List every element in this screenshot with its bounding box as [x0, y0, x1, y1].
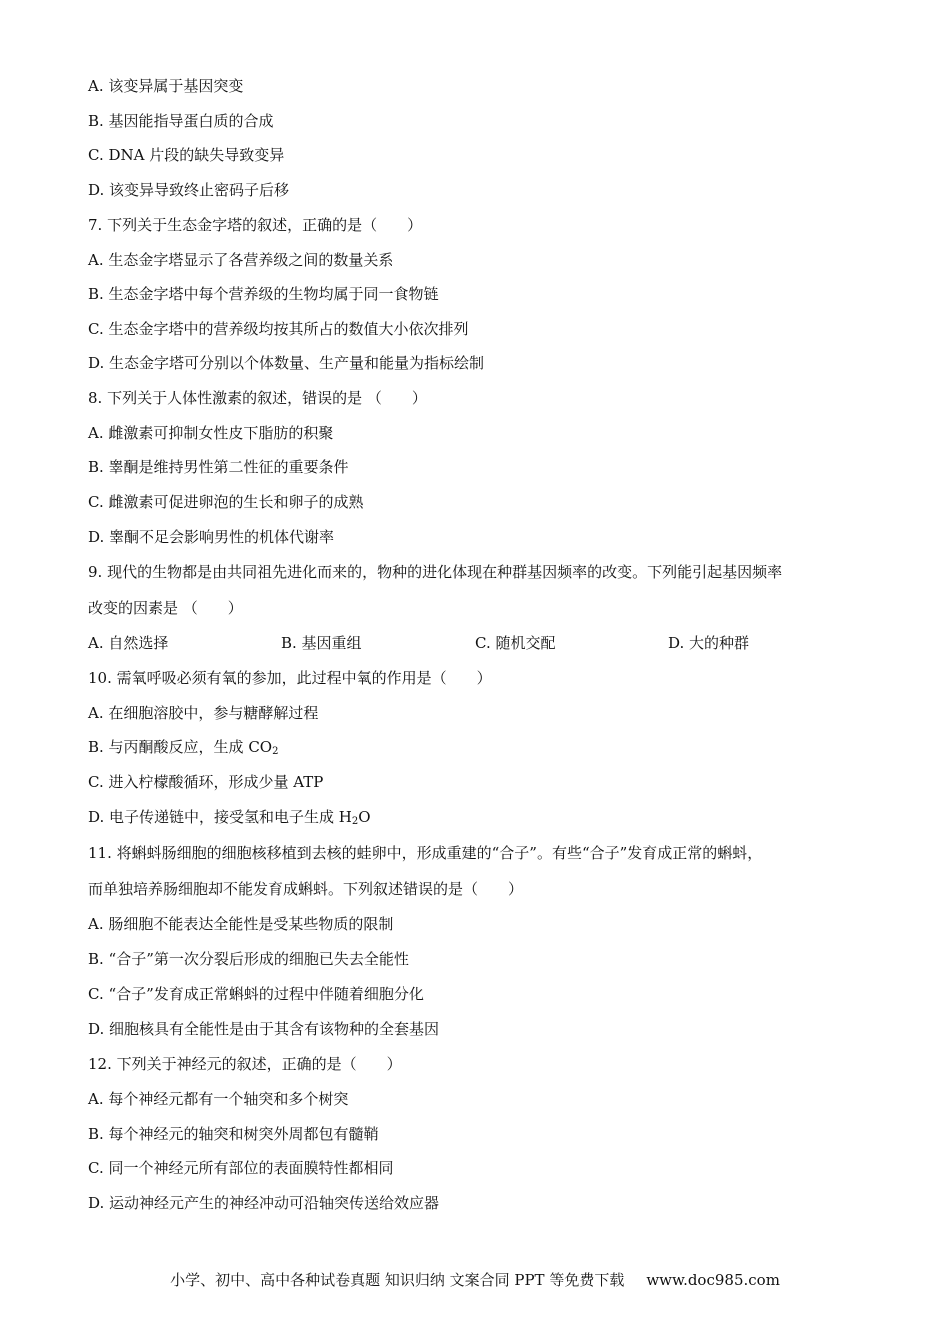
q11-option-b: B. “合子”第一次分裂后形成的细胞已失去全能性	[88, 950, 409, 968]
q8-stem: 8. 下列关于人体性激素的叙述，错误的是 （ ）	[88, 389, 427, 407]
q12-stem: 12. 下列关于神经元的叙述，正确的是（ ）	[88, 1055, 402, 1073]
footer-site-link[interactable]: www.doc985.com	[646, 1271, 780, 1289]
q8-option-a: A. 雌激素可抑制女性皮下脂肪的积聚	[88, 424, 334, 442]
q9-option-a: A. 自然选择	[88, 634, 169, 652]
q7-option-d: D. 生态金字塔可分别以个体数量、生产量和能量为指标绘制	[88, 354, 485, 372]
page-footer	[0, 1270, 950, 1290]
q10-option-d-subscript: 2	[351, 816, 359, 827]
q11-option-a: A. 肠细胞不能表达全能性是受某些物质的限制	[88, 915, 394, 933]
q7-option-c: C. 生态金字塔中的营养级均按其所占的数值大小依次排列	[88, 320, 469, 338]
footer-text: 小学、初中、高中各种试卷真题 知识归纳 文案合同 PPT 等免费下载	[170, 1271, 625, 1289]
q11-stem-line2: 而单独培养肠细胞却不能发育成蝌蚪。下列叙述错误的是（ ）	[88, 880, 524, 898]
q8-option-c: C. 雌激素可促进卵泡的生长和卵子的成熟	[88, 493, 364, 511]
q11-option-c: C. “合子”发育成正常蝌蚪的过程中伴随着细胞分化	[88, 985, 424, 1003]
q9-option-c: C. 随机交配	[475, 634, 556, 652]
q10-option-b-subscript: 2	[272, 746, 279, 757]
q10-option-c: C. 进入柠檬酸循环，形成少量 ATP	[88, 773, 324, 791]
q9-stem-line2: 改变的因素是 （ ）	[88, 599, 243, 617]
q9-option-d: D. 大的种群	[668, 634, 750, 652]
q6-option-a: A. 该变异属于基因突变	[88, 77, 244, 95]
q10-option-d-text: D. 电子传递链中，接受氢和电子生成 H	[88, 808, 352, 826]
q10-option-b-text: B. 与丙酮酸反应，生成 CO	[88, 738, 273, 756]
q12-option-d: D. 运动神经元产生的神经冲动可沿轴突传送给效应器	[88, 1194, 440, 1212]
q10-option-d	[88, 807, 371, 827]
q6-option-d: D. 该变异导致终止密码子后移	[88, 181, 290, 199]
q7-option-b: B. 生态金字塔中每个营养级的生物均属于同一食物链	[88, 285, 439, 303]
q6-option-b: B. 基因能指导蛋白质的合成	[88, 112, 274, 130]
q11-option-d: D. 细胞核具有全能性是由于其含有该物种的全套基因	[88, 1020, 440, 1038]
q6-option-c: C. DNA 片段的缺失导致变异	[88, 146, 285, 164]
q7-stem: 7. 下列关于生态金字塔的叙述，正确的是（ ）	[88, 216, 423, 234]
q10-stem: 10. 需氧呼吸必须有氧的参加，此过程中氧的作用是（ ）	[88, 669, 492, 687]
q10-option-d-suffix: O	[358, 808, 371, 826]
q11-stem-line1: 11. 将蝌蚪肠细胞的细胞核移植到去核的蛙卵中，形成重建的“合子”。有些“合子”发育成正常的蝌蚪，	[88, 844, 763, 862]
q12-option-a: A. 每个神经元都有一个轴突和多个树突	[88, 1090, 349, 1108]
q9-option-b: B. 基因重组	[281, 634, 362, 652]
q7-option-a: A. 生态金字塔显示了各营养级之间的数量关系	[88, 251, 394, 269]
q8-option-b: B. 睾酮是维持男性第二性征的重要条件	[88, 458, 349, 476]
q8-option-d: D. 睾酮不足会影响男性的机体代谢率	[88, 528, 335, 546]
q12-option-b: B. 每个神经元的轴突和树突外周都包有髓鞘	[88, 1125, 379, 1143]
q12-option-c: C. 同一个神经元所有部位的表面膜特性都相同	[88, 1159, 394, 1177]
q10-option-a: A. 在细胞溶胶中，参与糖酵解过程	[88, 704, 319, 722]
q9-stem-line1: 9. 现代的生物都是由共同祖先进化而来的，物种的进化体现在种群基因频率的改变。下列能引起基因频率	[88, 563, 783, 581]
q10-option-b	[88, 737, 278, 757]
